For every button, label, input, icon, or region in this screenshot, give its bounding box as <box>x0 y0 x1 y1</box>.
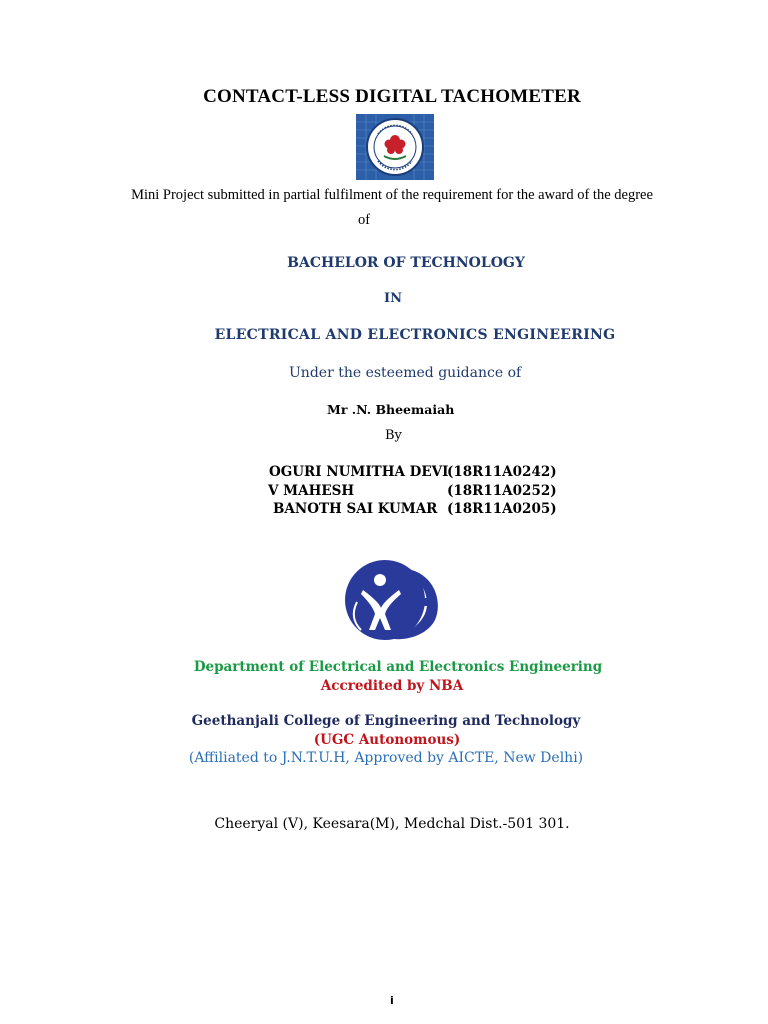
autonomy-status: (UGC Autonomous) <box>313 732 461 748</box>
student-roll-number: (18R11A0205) <box>447 501 557 517</box>
submission-statement-of: of <box>357 212 371 228</box>
document-title: CONTACT-LESS DIGITAL TACHOMETER <box>203 86 581 107</box>
accreditation: Accredited by NBA <box>320 678 464 694</box>
student-name: V MAHESH <box>268 483 355 499</box>
student-roll-number: (18R11A0242) <box>447 464 557 480</box>
college-address: Cheeryal (V), Keesara(M), Medchal Dist.-501 301. <box>214 816 570 832</box>
degree-name: BACHELOR OF TECHNOLOGY <box>287 255 525 271</box>
branch-name: ELECTRICAL AND ELECTRONICS ENGINEERING <box>214 327 616 343</box>
affiliation: (Affiliated to J.N.T.U.H, Approved by AICTE, New Delhi) <box>188 750 584 766</box>
college-logo-icon <box>343 558 443 642</box>
student-roll-number: (18R11A0252) <box>447 483 557 499</box>
page-number: i <box>390 994 394 1007</box>
guidance-label: Under the esteemed guidance of <box>289 365 522 381</box>
student-name: OGURI NUMITHA DEVI <box>269 464 449 480</box>
department-name: Department of Electrical and Electronics Engineering <box>193 659 603 675</box>
submission-statement: Mini Project submitted in partial fulfilment of the requirement for the award of the degree <box>131 187 653 203</box>
guide-name: Mr .N. Bheemaiah <box>327 402 455 417</box>
degree-in: IN <box>384 291 402 306</box>
university-seal-icon <box>356 114 434 180</box>
student-name: BANOTH SAI KUMAR <box>273 501 438 517</box>
by-label: By <box>385 428 402 443</box>
college-name: Geethanjali College of Engineering and Technology <box>191 713 581 729</box>
